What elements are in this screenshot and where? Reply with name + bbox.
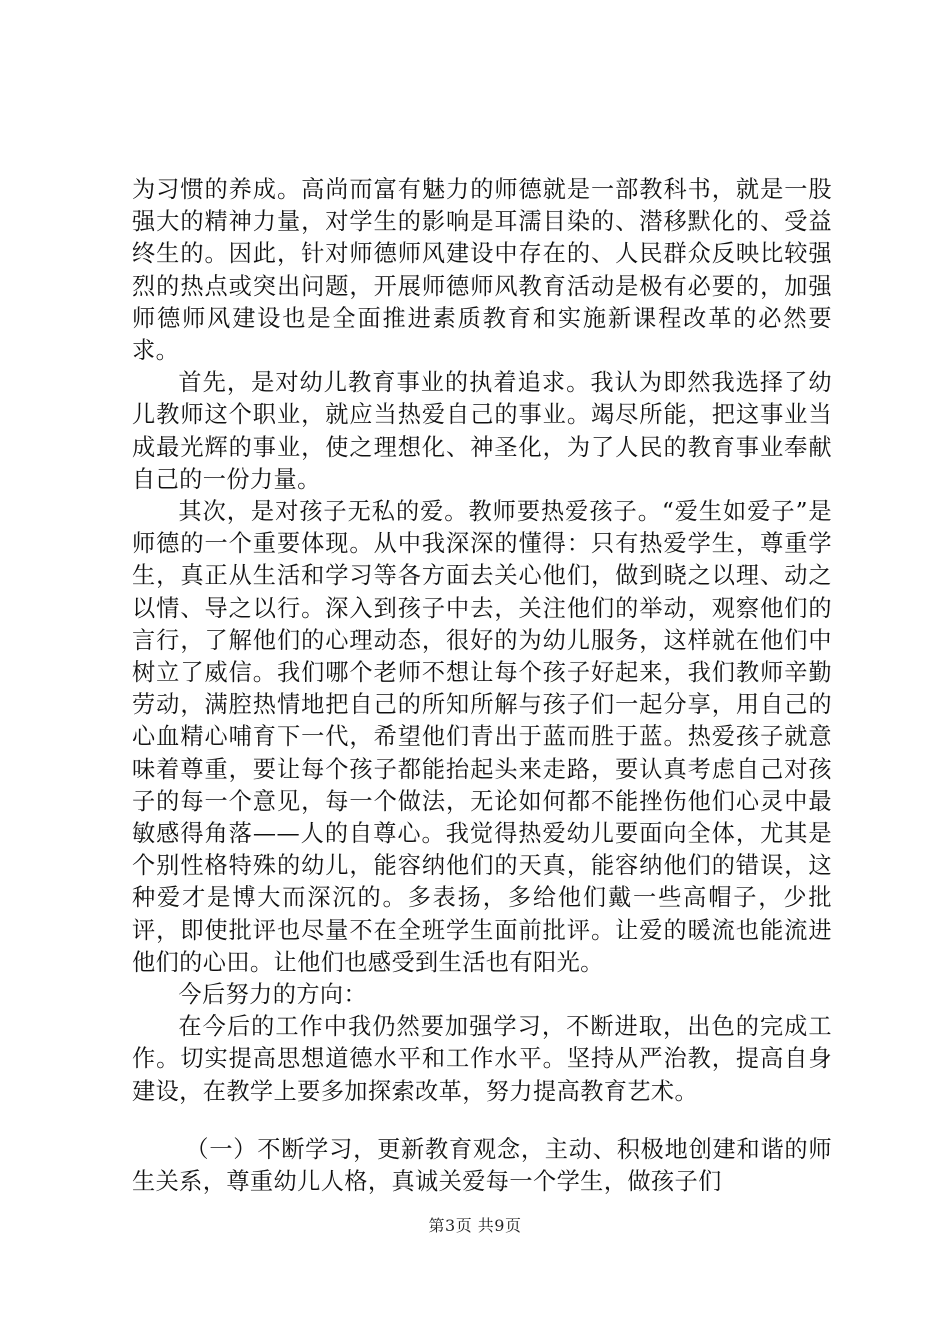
paragraph-item-one: （一）不断学习，更新教育观念，主动、积极地创建和谐的师生关系，尊重幼儿人格，真诚关爱每一个学生，做孩子们 [132,1135,832,1196]
paragraph-direction-heading: 今后努力的方向： [178,981,368,1009]
page-number-footer: 第3页 共9页 [428,1216,522,1235]
paragraph-gap [132,1108,832,1134]
paragraph-intro: 为习惯的养成。高尚而富有魅力的师德就是一部教科书，就是一股强大的精神力量，对学生的影响是耳濡目染的、潜移默化的、受益终生的。因此，针对师德师风建设中存在的、人民群众反映比较强烈的热点或突出问题，开展师德师风教育活动是极有必要的，加强师德师风建设也是全面推进素质教育和实施新课程改革的必然要求。 [132,176,832,365]
document-body [132,174,832,1198]
paragraph-future-work: 在今后的工作中我仍然要加强学习，不断进取，出色的完成工作。切实提高思想道德水平和工作水平。坚持从严治教，提高自身建设，在教学上要多加探索改革，努力提高教育艺术。 [132,1013,832,1105]
paragraph-second: 其次，是对孩子无私的爱。教师要热爱孩子。“爱生如爱子”是师德的一个重要体现。从中我深深的懂得：只有热爱学生，尊重学生，真正从生活和学习等各方面去关心他们，做到晓之以理、动之以情、导之以行。深入到孩子中去，关注他们的举动，观察他们的言行，了解他们的心理动态，很好的为幼儿服务，这样就在他们中树立了威信。我们哪个老师不想让每个孩子好起来，我们教师辛勤劳动，满腔热情地把自己的所知所解与孩子们一起分享，用自己的心血精心哺育下一代，希望他们青出于蓝而胜于蓝。热爱孩子就意味着尊重，要让每个孩子都能抬起头来走路，要认真考虑自己对孩子的每一个意见，每一个做法，无论如何都不能挫伤他们心灵中最敏感得角落——人的自尊心。我觉得热爱幼儿要面向全体，尤其是个别性格特殊的幼儿，能容纳他们的天真，能容纳他们的错误，这种爱才是博大而深沉的。多表扬，多给他们戴一些高帽子，少批评，即使批评也尽量不在全班学生面前批评。让爱的暖流也能流进他们的心田。让他们也感受到生活也有阳光。 [132,498,832,976]
paragraph-first: 首先，是对幼儿教育事业的执着追求。我认为即然我选择了幼儿教师这个职业，就应当热爱自己的事业。竭尽所能，把这事业当成最光辉的事业，使之理想化、神圣化，为了人民的教育事业奉献自己的一份力量。 [132,369,832,493]
